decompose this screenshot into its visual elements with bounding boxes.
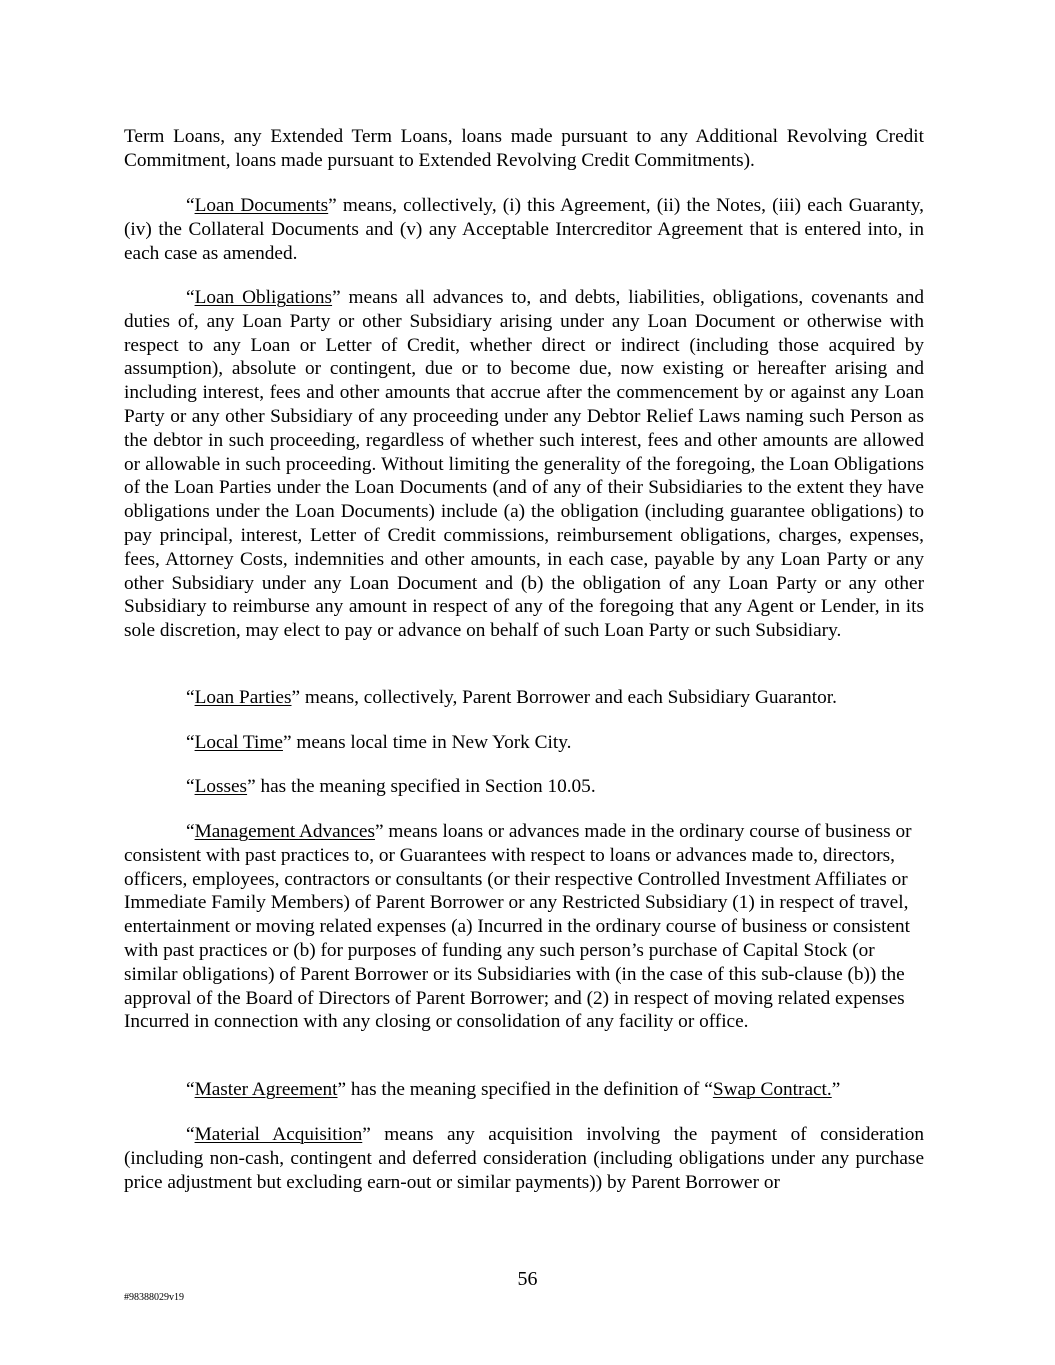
defined-term: Loan Parties: [194, 687, 292, 708]
cross-reference-term: Swap Contract.: [712, 1079, 832, 1100]
open-quote: “: [186, 195, 195, 216]
defined-term: Local Time: [194, 732, 283, 753]
definition-text: means loans or advances made in the ordinary course of business or consistent with past practices to, or Guarantees with respect to loans or advances made to, directors, officers, employees, contractors or consultants (or their respective Controlled Investment Affiliates or Immediate Family Members) of Parent Borrower or any Restricted Subsidiary (1) in respect of travel, entertainment or moving related expenses (a) Incurred in the ordinary course of business or consistent with past practices or (b) for purposes of funding any such person’s purchase of Capital Stock (or similar obligations) of Parent Borrower or its Subsidiaries with (in the case of this sub-clause (b)) the approval of the Board of Directors of Parent Borrower; and (2) in respect of moving related expenses Incurred in connection with any closing or consolidation of any facility or office.: [124, 821, 912, 1033]
open-quote: “: [186, 1079, 195, 1100]
definition-loan-obligations: [124, 286, 924, 643]
defined-term: Loan Documents: [194, 195, 329, 216]
continuation-text: Term Loans, any Extended Term Loans, loans made pursuant to any Additional Revolving Credit Commitment, loans made pursuant to Extended Revolving Credit Commitments).: [124, 126, 924, 171]
open-quote: “: [186, 687, 195, 708]
continuation-paragraph: [124, 125, 924, 173]
definition-text: means, collectively, Parent Borrower and each Subsidiary Guarantor.: [300, 687, 837, 708]
close-quote: ”: [362, 1124, 371, 1145]
defined-term: Material Acquisition: [194, 1124, 363, 1145]
close-quote: ”: [375, 821, 384, 842]
definition-text: means all advances to, and debts, liabilities, obligations, covenants and duties of, any Loan Party or other Subsidiary arising under any Loan Document or otherwise with respect to any Loan or Letter of Credit, whether direct or indirect (including those acquired by assumption), absolute or contingent, due or to become due, now existing or hereafter arising and including interest, fees and other amounts that accrue after the commencement by or against any Loan Party or any other Subsidiary of any proceeding under any Debtor Relief Laws naming such Person as the debtor in such proceeding, regardless of whether such interest, fees and other amounts are allowed or allowable in such proceeding. Without limiting the generality of the foregoing, the Loan Obligations of the Loan Parties under the Loan Documents (and of any of their Subsidiaries to the extent they have obligations under the Loan Documents) include (a) the obligation (including guarantee obligations) to pay principal, interest, Letter of Credit commissions, reimbursement obligations, charges, expenses, fees, Attorney Costs, indemnities and other amounts, in each case, payable by any Loan Party or any other Subsidiary under any Loan Document and (b) the obligation of any Loan Party or any other Subsidiary to reimburse any amount in respect of any of the foregoing that any Agent or Lender, in its sole discretion, may elect to pay or advance on behalf of such Loan Party or such Subsidiary.: [124, 287, 924, 642]
definition-loan-documents: [124, 194, 924, 265]
close-quote: ”: [332, 287, 341, 308]
definition-losses: [124, 775, 924, 799]
close-quote: ”: [337, 1079, 347, 1100]
open-quote: “: [186, 287, 195, 308]
definition-text: means, collectively, (i) this Agreement, (ii) the Notes, (iii) each Guaranty, (iv) the Collateral Documents and (v) any Acceptable Intercreditor Agreement that is entered into, in each case as amended.: [124, 195, 924, 264]
open-quote: “: [186, 776, 195, 797]
defined-term: Losses: [194, 776, 248, 797]
open-quote: “: [186, 821, 195, 842]
definition-text: means any acquisition involving the payment of consideration (including non-cash, contingent and deferred consideration (including obligations under any purchase price adjustment but excluding earn-out or similar payments)) by Parent Borrower or: [124, 1124, 924, 1193]
close-quote: ”: [328, 195, 337, 216]
defined-term: Master Agreement: [194, 1079, 338, 1100]
document-id: #98388029v19: [124, 1292, 184, 1303]
definition-material-acquisition: [124, 1123, 924, 1194]
defined-term: Management Advances: [194, 821, 375, 842]
definition-text: means local time in New York City.: [291, 732, 572, 753]
definition-master-agreement: [124, 1078, 924, 1102]
page-number: 56: [517, 1268, 538, 1290]
open-quote: “: [186, 732, 195, 753]
defined-term: Loan Obligations: [194, 287, 333, 308]
open-quote: “: [186, 1124, 195, 1145]
definition-local-time: [124, 731, 924, 755]
definition-text: has the meaning specified in the definition of “: [346, 1079, 713, 1100]
definition-management-advances: [124, 820, 924, 1034]
definition-loan-parties: [124, 686, 924, 710]
definition-text: has the meaning specified in Section 10.05.: [255, 776, 596, 797]
close-quote: ”: [831, 1079, 841, 1100]
close-quote: ”: [247, 776, 256, 797]
close-quote: ”: [291, 687, 301, 708]
close-quote: ”: [282, 732, 292, 753]
